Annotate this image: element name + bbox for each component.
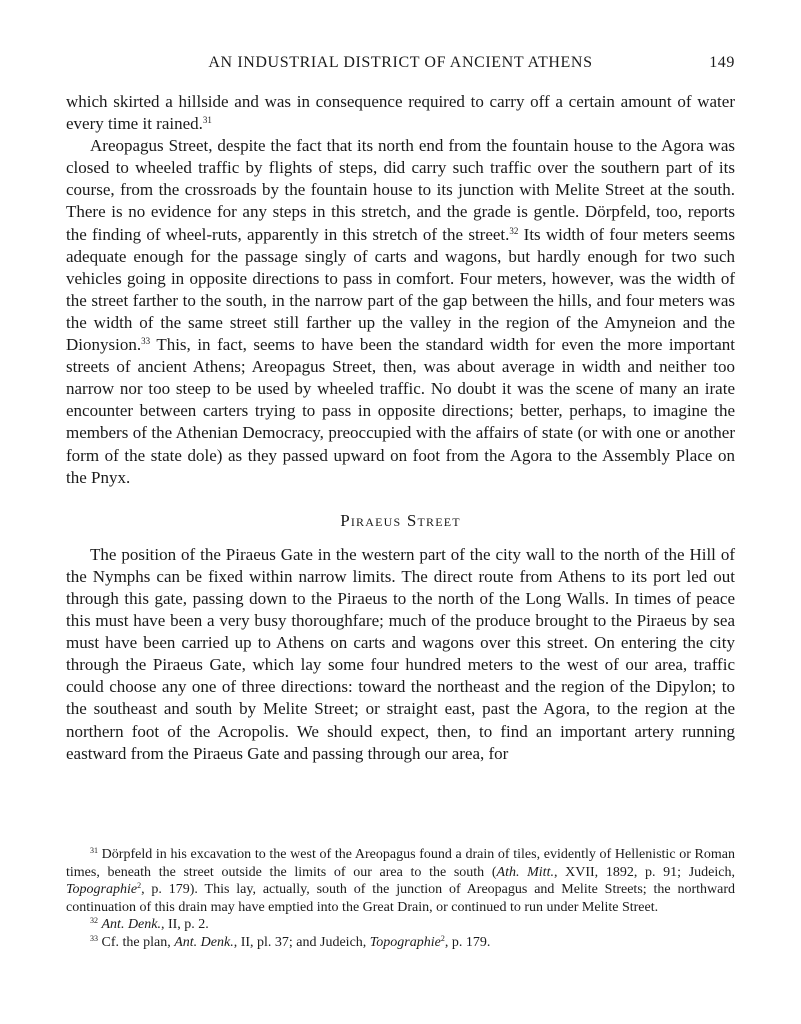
footnote-31-italic-a: Ath. Mitt. — [496, 864, 554, 880]
paragraph-1 — [66, 91, 735, 135]
paragraph-2-text-a: Areopagus Street, despite the fact that its north end from the fountain house to the Agora was closed to wheeled traffic by flights of steps, did carry such traffic over the southern part of its course, from the crossroads by the fountain house to its junction with Melite Street at the south. There is no evidence for any steps in this stretch, and the grade is gentle. Dörpfeld, too, reports the finding of wheel-ruts, apparently in this stretch of the street. — [66, 136, 735, 244]
footnote-32 — [66, 916, 735, 934]
running-head — [66, 54, 735, 78]
footnote-33-italic-a: Ant. Denk. — [174, 934, 234, 950]
footnote-33-text-c: , p. 179. — [444, 934, 491, 950]
paragraph-2 — [66, 135, 735, 489]
note-ref-32: 32 — [509, 225, 519, 236]
note-ref-33: 33 — [141, 336, 151, 347]
footnote-33-text-b: , II, pl. 37; and Judeich, — [233, 934, 370, 950]
footnote-33-text-a: Cf. the plan, — [98, 934, 175, 950]
footnote-33 — [66, 934, 735, 952]
paragraph-3-text: The position of the Piraeus Gate in the western part of the city wall to the north of the Hill of the Nymphs can be fixed within narrow limits. The direct route from Athens to its port led out through this gate, passing down to the Piraeus to the north of the Long Walls. In times of peace this must have been a very busy thoroughfare; much of the produce brought to the Piraeus by sea must have been carried up to Athens on carts and wagons over this street. On entering the city through the Piraeus Gate, which lay some four hundred meters to the west of our area, traffic could choose any one of three directions: toward the northeast and the region of the Dipylon; to the southeast and south by Melite Street; or straight east, past the Agora, to the region at the northern foot of the Acropolis. We should expect, then, to find an important artery running eastward from the Piraeus Gate and passing through our area, for — [66, 544, 735, 763]
paragraph-1-text: which skirted a hillside and was in consequence required to carry off a certain amount of water every time it rained. — [66, 92, 735, 134]
footnotes — [66, 846, 735, 952]
footnote-32-text-a: , II, p. 2. — [160, 917, 209, 933]
footnote-32-number: 32 — [90, 916, 98, 926]
footnote-31-italic-b: Topographie — [66, 882, 138, 898]
footnote-31-text-c: , p. 179). This lay, actually, south of the junction of Areopagus and Melite Streets; the northward continuation of this drain may have emptied into the Great Drain, or continued to run under Melite Street. — [66, 882, 735, 915]
page-number: 149 — [709, 54, 735, 71]
running-title: AN INDUSTRIAL DISTRICT OF ANCIENT ATHENS — [208, 54, 593, 71]
footnote-33-italic-b: Topographie — [369, 934, 441, 950]
footnote-32-italic-a: Ant. Denk. — [101, 917, 161, 933]
paragraph-2-text-b: Its width of four meters seems adequate enough for the passage singly of carts and wagons, but hardly enough for two such vehicles going in opposite directions to pass in comfort. Four meters, however, was the width of the street farther to the south, in the narrow part of the gap between the hills, and four meters was the width of the same street still farther up the valley in the region of the Amyneion and the Dionysion. — [66, 224, 735, 355]
body-text — [66, 91, 735, 765]
footnote-31-text-b: , XVII, 1892, p. 91; Judeich, — [553, 864, 735, 880]
footnote-31-text-a: Dörpfeld in his excavation to the west of the Areopagus found a drain of tiles, evidently of Hellenistic or Roman times, beneath the street outside the limits of our area to the south ( — [66, 847, 735, 880]
footnote-31 — [66, 846, 735, 916]
note-ref-31: 31 — [202, 115, 212, 126]
section-heading: Piraeus Street — [340, 510, 461, 530]
paragraph-3 — [66, 544, 735, 765]
footnote-31-number: 31 — [90, 846, 98, 855]
footnote-33-edition: 2 — [440, 933, 445, 943]
footnote-31-edition: 2 — [137, 881, 142, 891]
footnote-33-number: 33 — [90, 933, 98, 943]
paragraph-2-text-c: This, in fact, seems to have been the standard width for even the more important streets of ancient Athens; Areopagus Street, then, was about average in width and neither too narrow nor too steep to be used by wheeled traffic. No doubt it was the scene of many an irate encounter between carters trying to pass in opposite directions; better, perhaps, to imagine the members of the Athenian Democracy, preoccupied with the affairs of state (or with one or another form of the state dole) as they passed upward on foot from the Agora to the Assembly Place on the Pnyx. — [66, 335, 735, 487]
